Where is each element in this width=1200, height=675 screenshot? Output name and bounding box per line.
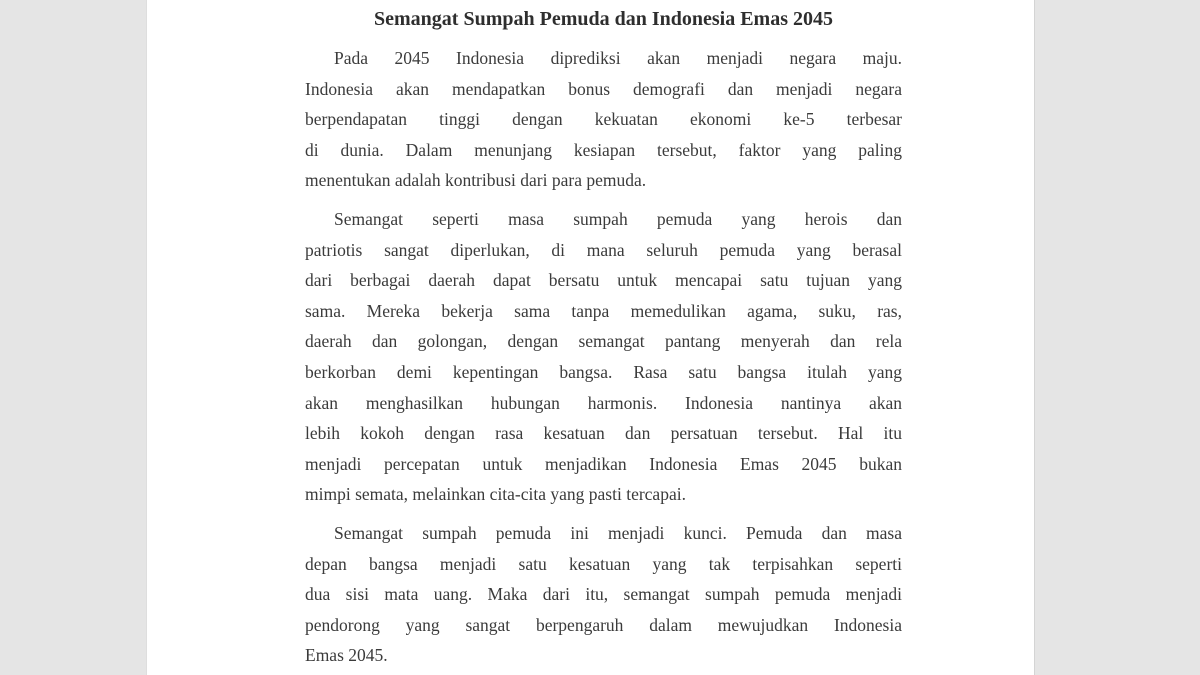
paragraph-2 <box>305 204 902 510</box>
text-line: depan bangsa menjadi satu kesatuan yang tak terpisahkan seperti <box>305 553 902 574</box>
text-line: berkorban demi kepentingan bangsa. Rasa satu bangsa itulah yang <box>305 361 902 382</box>
text-line: patriotis sangat diperlukan, di mana seluruh pemuda yang berasal <box>305 239 902 260</box>
paragraph-1 <box>305 43 902 196</box>
document-content <box>305 5 902 671</box>
text-line: dua sisi mata uang. Maka dari itu, semangat sumpah pemuda menjadi <box>305 584 902 605</box>
text-line: menjadi percepatan untuk menjadikan Indonesia Emas 2045 bukan <box>305 453 902 474</box>
text-line: mimpi semata, melainkan cita-cita yang pasti tercapai. <box>305 484 686 505</box>
text-line: Indonesia akan mendapatkan bonus demografi dan menjadi negara <box>305 78 902 99</box>
text-line: sama. Mereka bekerja sama tanpa memedulikan agama, suku, ras, <box>305 300 902 321</box>
document-title: Semangat Sumpah Pemuda dan Indonesia Emas 2045 <box>374 8 833 30</box>
text-line: dari berbagai daerah dapat bersatu untuk mencapai satu tujuan yang <box>305 270 902 291</box>
text-line: Pada 2045 Indonesia diprediksi akan menjadi negara maju. <box>334 48 902 68</box>
paragraph-3 <box>305 518 902 671</box>
text-line: akan menghasilkan hubungan harmonis. Indonesia nantinya akan <box>305 392 902 413</box>
text-line: lebih kokoh dengan rasa kesatuan dan persatuan tersebut. Hal itu <box>305 423 902 444</box>
text-line: daerah dan golongan, dengan semangat pantang menyerah dan rela <box>305 331 902 352</box>
right-margin-area <box>1035 0 1200 675</box>
text-line: menentukan adalah kontribusi dari para pemuda. <box>305 170 647 191</box>
document-page <box>146 0 1035 675</box>
text-line: Semangat sumpah pemuda ini menjadi kunci. Pemuda dan masa <box>334 522 902 543</box>
left-margin-area <box>0 0 146 675</box>
text-line: Semangat seperti masa sumpah pemuda yang herois dan <box>334 208 902 229</box>
text-line: pendorong yang sangat berpengaruh dalam mewujudkan Indonesia <box>305 614 902 635</box>
text-line: Emas 2045. <box>305 645 388 666</box>
text-line: berpendapatan tinggi dengan kekuatan ekonomi ke-5 terbesar <box>305 109 902 130</box>
text-line: di dunia. Dalam menunjang kesiapan tersebut, faktor yang paling <box>305 139 902 160</box>
